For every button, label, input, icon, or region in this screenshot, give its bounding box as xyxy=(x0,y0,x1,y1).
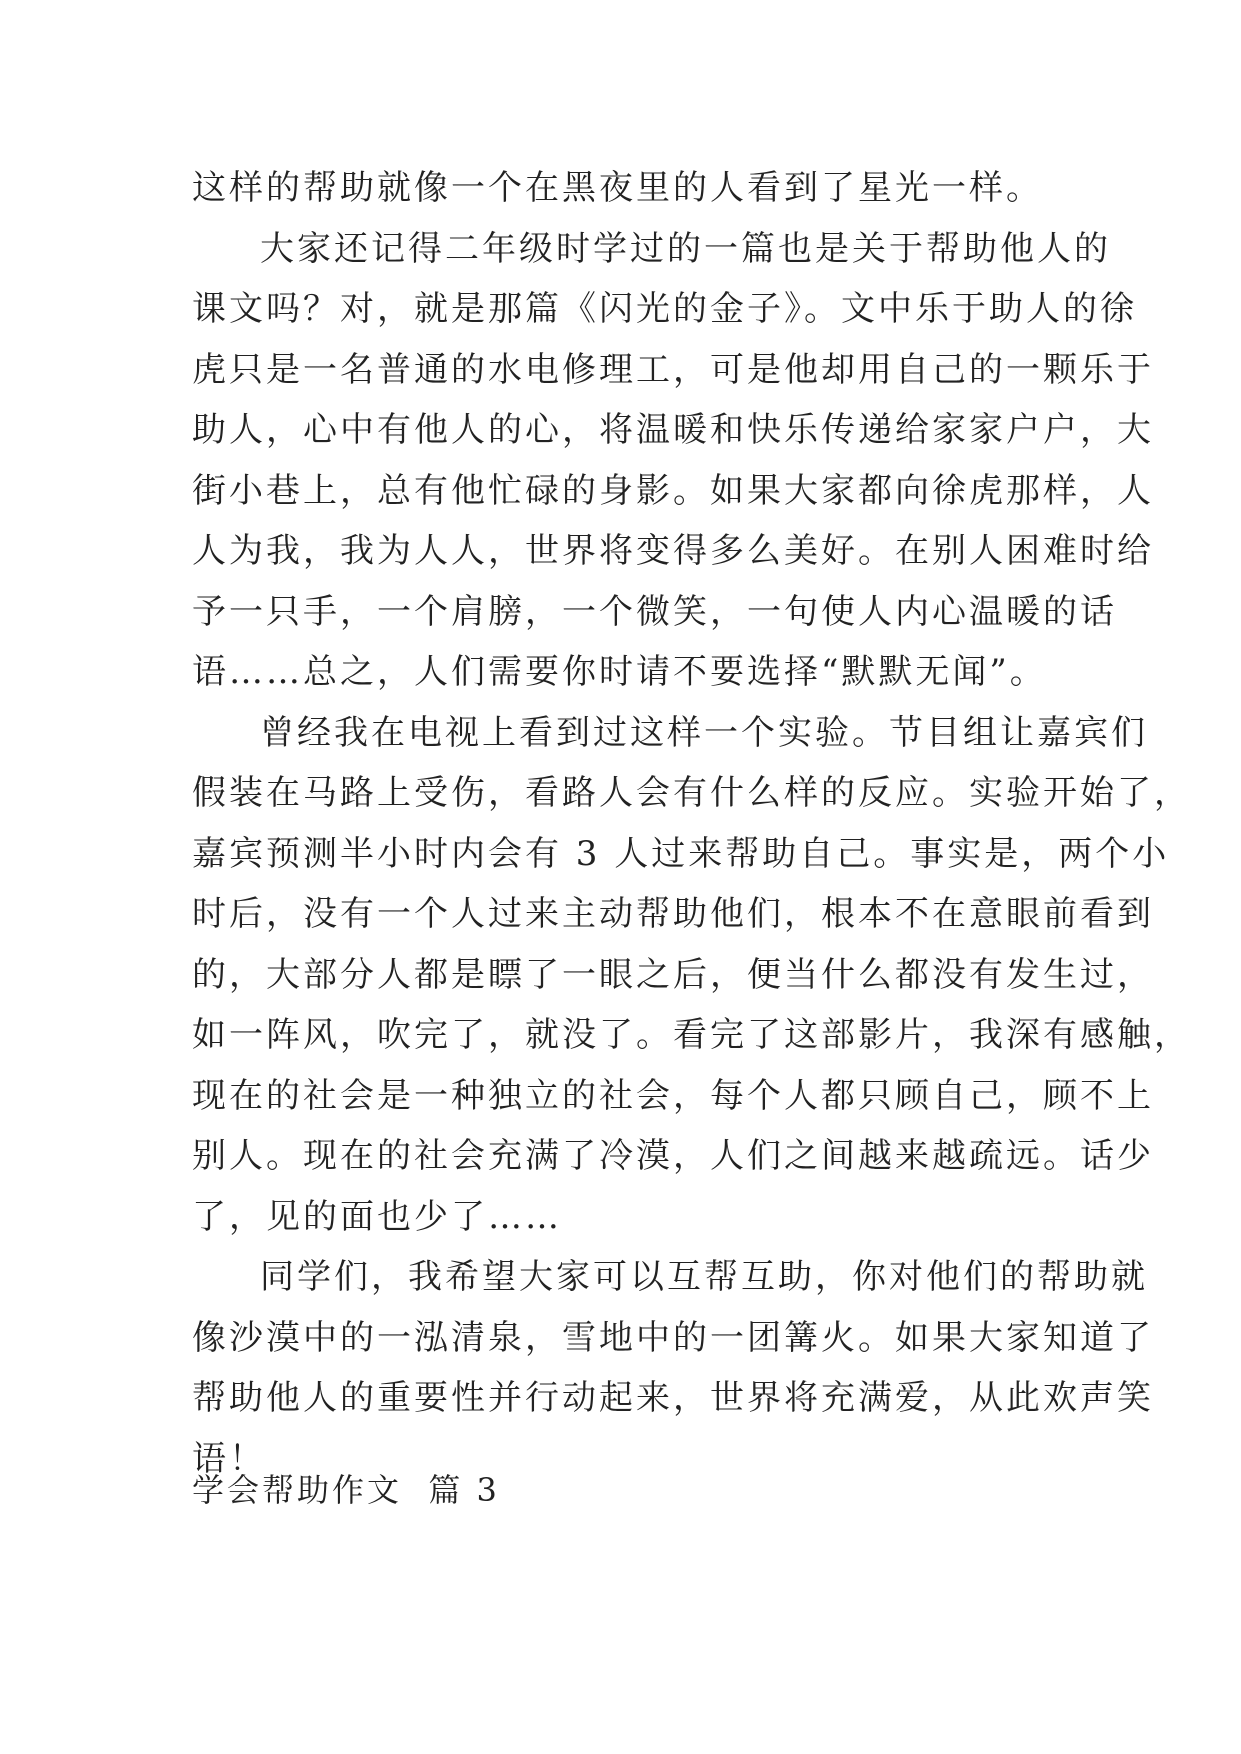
paragraph-line: 人为我，我为人人，世界将变得多么美好。在别人困难时给 xyxy=(192,531,1154,571)
paragraph-line: 语……总之，人们需要你时请不要选择“默默无闻”。 xyxy=(192,652,1047,692)
paragraph-line: 如一阵风，吹完了，就没了。看完了这部影片，我深有感触， xyxy=(192,1015,1191,1055)
paragraph-line: 时后，没有一个人过来主动帮助他们，根本不在意眼前看到 xyxy=(192,894,1154,934)
paragraph-line: 这样的帮助就像一个在黑夜里的人看到了星光一样。 xyxy=(192,168,1043,208)
paragraph-line: 虎只是一名普通的水电修理工，可是他却用自己的一颗乐于 xyxy=(192,349,1154,390)
paragraph-line: 嘉宾预测半小时内会有 3 人过来帮助自己。事实是，两个小 xyxy=(192,833,1170,874)
paragraph-line: 像沙漠中的一泓清泉，雪地中的一团篝火。如果大家知道了 xyxy=(192,1317,1154,1358)
paragraph-line: 帮助他人的重要性并行动起来，世界将充满爱，从此欢声笑 xyxy=(192,1378,1154,1418)
paragraph-line: 课文吗？对，就是那篇《闪光的金子》。文中乐于助人的徐 xyxy=(192,289,1137,329)
paragraph-line: 的，大部分人都是瞟了一眼之后，便当什么都没有发生过， xyxy=(192,954,1154,995)
paragraph-line: 街小巷上，总有他忙碌的身影。如果大家都向徐虎那样，人 xyxy=(192,470,1154,511)
paragraph-line: 同学们，我希望大家可以互帮互助，你对他们的帮助就 xyxy=(260,1257,1148,1297)
paragraph-line: 语！ xyxy=(192,1438,266,1479)
body-text xyxy=(192,158,1191,1489)
section-heading: 学会帮助作文 篇 3 xyxy=(192,1471,500,1509)
paragraph-line: 大家还记得二年级时学过的一篇也是关于帮助他人的 xyxy=(260,228,1111,269)
paragraph-line: 假装在马路上受伤，看路人会有什么样的反应。实验开始了， xyxy=(192,773,1191,813)
paragraph-line: 别人。现在的社会充满了冷漠，人们之间越来越疏远。话少 xyxy=(192,1136,1154,1176)
paragraph-line: 助人，心中有他人的心，将温暖和快乐传递给家家户户，大 xyxy=(192,410,1154,450)
paragraph-line: 了，见的面也少了…… xyxy=(192,1196,562,1237)
paragraph-line: 现在的社会是一种独立的社会，每个人都只顾自己，顾不上 xyxy=(192,1075,1154,1116)
paragraph-line: 曾经我在电视上看到过这样一个实验。节目组让嘉宾们 xyxy=(260,712,1148,753)
paragraph-line: 予一只手，一个肩膀，一个微笑，一句使人内心温暖的话 xyxy=(192,591,1117,632)
